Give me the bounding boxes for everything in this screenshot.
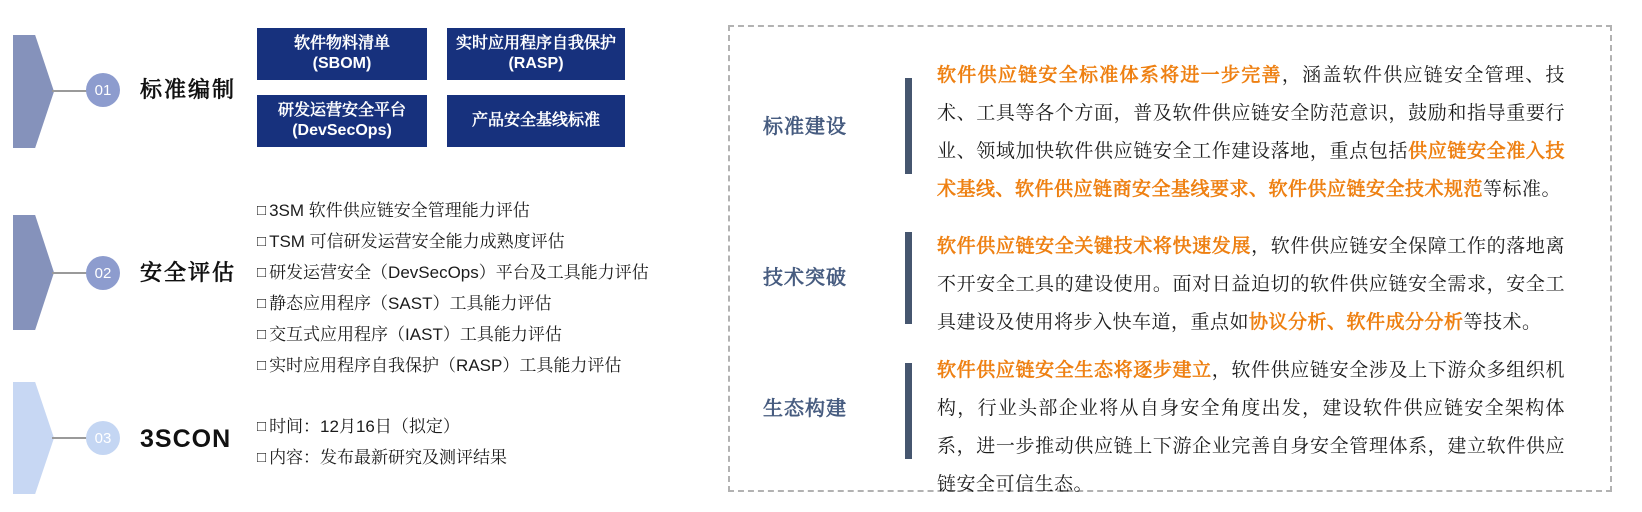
connector-line bbox=[52, 90, 88, 92]
step-number-badge bbox=[86, 421, 120, 455]
highlight-text: 软件供应链安全标准体系将进一步完善 bbox=[937, 65, 1282, 86]
standard-box-devsecops bbox=[257, 95, 427, 147]
paragraph-technology bbox=[937, 228, 1565, 342]
list-item bbox=[257, 442, 507, 473]
box-line: 实时应用程序自我保护 bbox=[455, 35, 616, 52]
connector-line bbox=[52, 437, 88, 439]
highlight-text: 软件供应链安全关键技术将快速发展 bbox=[937, 236, 1252, 257]
list-item-text: 时间：12月16日（拟定） bbox=[269, 417, 460, 436]
body-text: 等标准。 bbox=[1483, 179, 1562, 200]
checkbox-square-icon: □ bbox=[257, 264, 267, 281]
highlight-text: 供应链安全准入技术基线、软件供应链商安全基线要求、软件供应链安全技术规范 bbox=[937, 141, 1565, 200]
assessment-list bbox=[257, 195, 649, 381]
box-line: (RASP) bbox=[508, 55, 564, 72]
step-number-badge bbox=[86, 256, 120, 290]
list-item bbox=[257, 195, 649, 226]
checkbox-square-icon: □ bbox=[257, 449, 267, 466]
row-label-ecosystem: 生态构建 bbox=[763, 398, 847, 420]
checkbox-square-icon: □ bbox=[257, 357, 267, 374]
vertical-divider-bar bbox=[905, 232, 912, 324]
list-item-text: TSM 可信研发运营安全能力成熟度评估 bbox=[269, 232, 565, 251]
highlight-text: 协议分析、软件成分分析 bbox=[1249, 312, 1464, 333]
paragraph-ecosystem bbox=[937, 352, 1565, 504]
checkbox-square-icon: □ bbox=[257, 295, 267, 312]
list-item-text: 研发运营安全（DevSecOps）平台及工具能力评估 bbox=[269, 263, 649, 282]
list-item-text: 交互式应用程序（IAST）工具能力评估 bbox=[269, 325, 562, 344]
list-item bbox=[257, 226, 649, 257]
list-item-text: 内容：发布最新研究及测评结果 bbox=[269, 448, 508, 467]
list-item-text: 实时应用程序自我保护（RASP）工具能力评估 bbox=[269, 356, 622, 375]
box-line: (SBOM) bbox=[312, 55, 372, 72]
step-number: 02 bbox=[94, 264, 112, 282]
step-number-badge bbox=[86, 73, 120, 107]
body-text: 等技术。 bbox=[1463, 312, 1542, 333]
event-list bbox=[257, 411, 507, 473]
vertical-divider-bar bbox=[905, 78, 912, 174]
vertical-divider-bar bbox=[905, 363, 912, 459]
connector-line bbox=[52, 272, 88, 274]
list-item bbox=[257, 288, 649, 319]
checkbox-square-icon: □ bbox=[257, 233, 267, 250]
row-label-technology: 技术突破 bbox=[763, 267, 847, 289]
chevron-arrow-icon bbox=[13, 215, 54, 330]
chevron-arrow-icon bbox=[13, 382, 54, 494]
box-line: 软件物料清单 bbox=[293, 35, 390, 52]
standard-box-sbom bbox=[257, 28, 427, 80]
standard-box-rasp bbox=[447, 28, 625, 80]
body-text: ，软件供应链安全保障工作的落地离不开安全工具的建设使用。面对日益迫切的软件供应链安全需求，安全工具建设及使用将步入快车道，重点如 bbox=[937, 236, 1565, 333]
body-text: ，涵盖软件供应链安全管理、技术、工具等各个方面，普及软件供应链安全防范意识，鼓励和指导重要行业、领域加快软件供应链安全工作建设落地，重点包括 bbox=[937, 65, 1565, 162]
box-line: 产品安全基线标准 bbox=[471, 112, 600, 129]
paragraph-standards bbox=[937, 57, 1565, 209]
step-number: 03 bbox=[94, 429, 112, 447]
list-item bbox=[257, 350, 649, 381]
box-line: (DevSecOps) bbox=[292, 122, 392, 139]
section-title-standards: 标准编制 bbox=[140, 77, 237, 102]
checkbox-square-icon: □ bbox=[257, 326, 267, 343]
body-text: ，软件供应链安全涉及上下游众多组织机构，行业头部企业将从自身安全角度出发，建设软件供应链安全架构体系，进一步推动供应链上下游企业完善自身安全管理体系，建立软件供应链安全可信生态。 bbox=[937, 360, 1565, 495]
list-item bbox=[257, 257, 649, 288]
outlook-panel bbox=[728, 25, 1612, 495]
highlight-text: 软件供应链安全生态将逐步建立 bbox=[937, 360, 1212, 381]
list-item bbox=[257, 319, 649, 350]
standards-box-grid bbox=[257, 28, 625, 147]
list-item-text: 静态应用程序（SAST）工具能力评估 bbox=[269, 294, 552, 313]
box-line: 研发运营安全平台 bbox=[277, 102, 406, 119]
section-title-assessment: 安全评估 bbox=[140, 260, 237, 285]
chevron-arrow-icon bbox=[13, 35, 54, 148]
section-title-3scon: 3SCON bbox=[140, 425, 232, 453]
row-label-standards: 标准建设 bbox=[763, 116, 847, 138]
checkbox-square-icon: □ bbox=[257, 418, 267, 435]
standard-box-baseline bbox=[447, 95, 625, 147]
list-item bbox=[257, 411, 507, 442]
checkbox-square-icon: □ bbox=[257, 202, 267, 219]
list-item-text: 3SM 软件供应链安全管理能力评估 bbox=[269, 201, 530, 220]
step-number: 01 bbox=[94, 81, 112, 99]
